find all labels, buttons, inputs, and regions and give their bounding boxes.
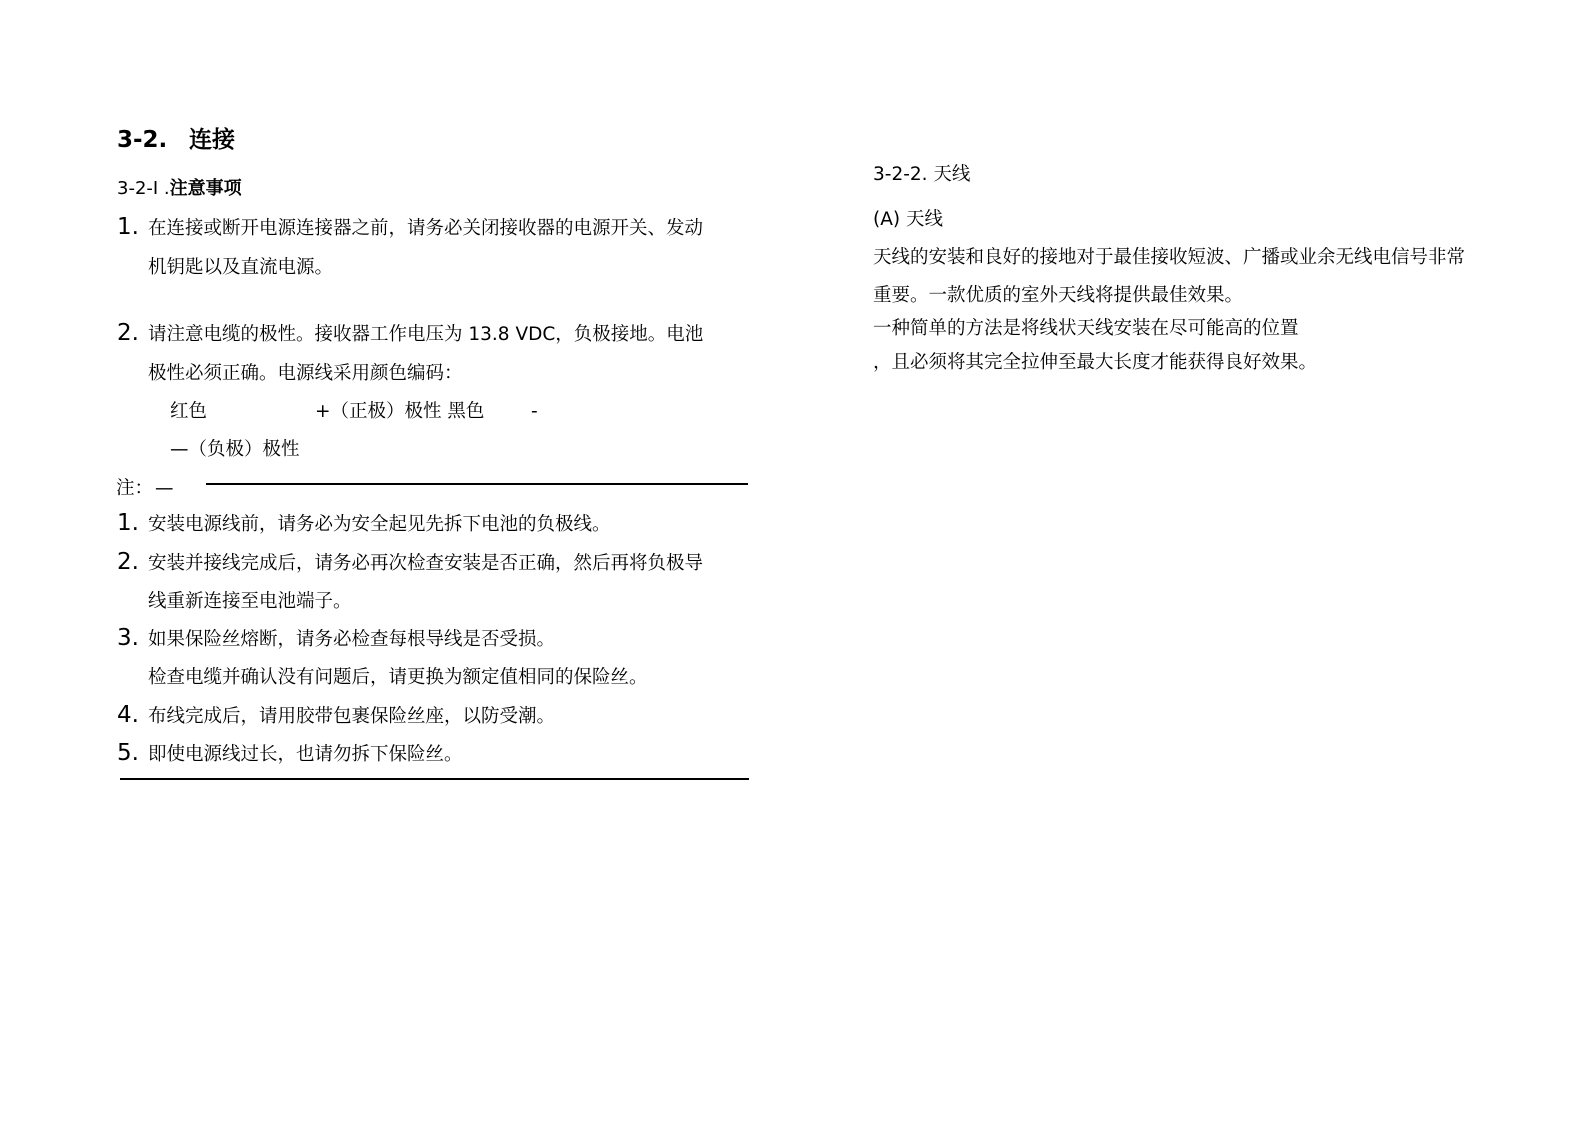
note-line: 安装并接线完成后，请务必再次检查安装是否正确，然后再将负极导 <box>148 553 704 574</box>
color-positive-label: +（正极）极性 黑色 <box>315 401 485 422</box>
note-line: 布线完成后，请用胶带包裹保险丝座，以防受潮。 <box>148 706 556 727</box>
item-line: 机钥匙以及直流电源。 <box>148 257 334 278</box>
item-number: 2. <box>117 320 139 346</box>
antenna-subsection-title: 3-2-2. 天线 <box>873 164 971 185</box>
notes-bottom-divider <box>120 778 749 780</box>
color-negative-label: —（负极）极性 <box>170 439 300 460</box>
note-line: 如果保险丝熔断，请务必检查每根导线是否受损。 <box>148 629 556 650</box>
subsection-number: 3-2-I . <box>117 178 170 199</box>
note-line: 即使电源线过长，也请勿拆下保险丝。 <box>148 744 463 765</box>
item-line: 请注意电缆的极性。接收器工作电压为 13.8 VDC，负极接地。电池 <box>148 324 704 345</box>
note-item <box>117 512 757 540</box>
note-item <box>117 704 757 732</box>
notes-label: 注： <box>116 478 154 499</box>
item-line: 极性必须正确。电源线采用颜色编码： <box>148 363 463 384</box>
note-line: 线重新连接至电池端子。 <box>148 591 352 612</box>
note-item <box>117 551 757 615</box>
antenna-paragraph-line: ，且必须将其完全拉伸至最大长度才能获得良好效果。 <box>873 352 1318 373</box>
section-title <box>117 124 235 156</box>
section-number: 3-2. <box>117 127 168 153</box>
antenna-paragraph-line: 重要。一款优质的室外天线将提供最佳效果。 <box>873 285 1244 306</box>
note-item <box>117 742 757 770</box>
item-number: 1. <box>117 214 139 240</box>
note-number: 4. <box>117 702 139 728</box>
note-number: 5. <box>117 740 139 766</box>
antenna-heading: (A) 天线 <box>873 209 943 230</box>
notes-dash: — <box>155 478 174 499</box>
antenna-paragraph-line: 天线的安装和良好的接地对于最佳接收短波、广播或业余无线电信号非常 <box>873 247 1466 268</box>
note-number: 2. <box>117 549 139 575</box>
subsection-title-text: 注意事项 <box>169 178 242 199</box>
item-line: 在连接或断开电源连接器之前，请务必关闭接收器的电源开关、发动 <box>148 218 704 239</box>
note-number: 3. <box>117 625 139 651</box>
color-dash: - <box>531 401 538 422</box>
subsection-title <box>117 176 242 202</box>
note-number: 1. <box>117 510 139 536</box>
note-line: 检查电缆并确认没有问题后，请更换为额定值相同的保险丝。 <box>148 667 648 688</box>
notes-top-divider <box>206 483 748 485</box>
note-line: 安装电源线前，请务必为安全起见先拆下电池的负极线。 <box>148 514 611 535</box>
antenna-paragraph-line: 一种简单的方法是将线状天线安装在尽可能高的位置 <box>873 318 1299 339</box>
list-item <box>117 322 757 386</box>
list-item <box>117 216 757 280</box>
section-title-text: 连接 <box>189 127 235 153</box>
note-item <box>117 627 757 691</box>
color-red-label: 红色 <box>170 401 208 422</box>
